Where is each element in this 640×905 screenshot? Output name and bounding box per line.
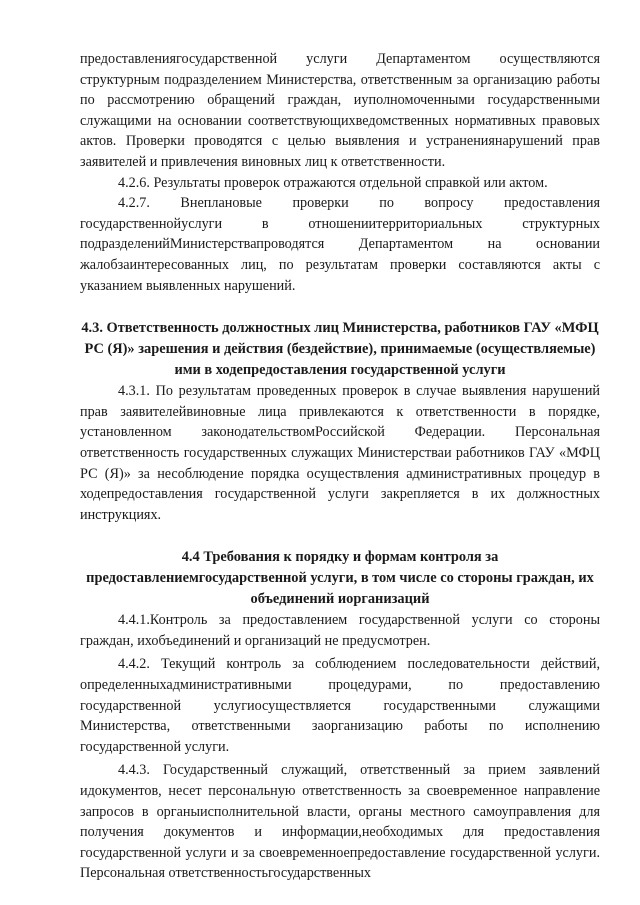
paragraph-intro: предоставлениягосударственной услуги Департаментом осуществляются структурным подразделением Министерства, ответственным за организацию работы по рассмотрению обращений граждан, иуполномоченными государственными служащими на основании соответствующихведомственных нормативных правовых актов. Проверки проводятся с целью выявления и устранениянарушений прав заявителей и привлечения виновных лиц к ответственности. [80,51,600,170]
paragraph-4-4-1: 4.4.1.Контроль за предоставлением государственной услуги со стороны граждан, ихобъединений и организаций не предусмотрен. [80,612,600,649]
paragraph-4-2-7: 4.2.7. Внеплановые проверки по вопросу предоставления государственнойуслуги в отношениитерриториальных структурных подразделенийМинистерствапроводятся Департаментом на основании жалобзаинтересованных лиц, по результатам проверки составляются акты с указанием выявленных нарушений. [80,195,600,294]
paragraph-4-4-2: 4.4.2. Текущий контроль за соблюдением последовательности действий, определенныхадминистративными процедурами, по предоставлению государственной услугиосуществляется государственными служащими Министерства, ответственными заорганизацию работы по исполнению государственной услуги. [80,656,600,755]
paragraph-4-2-6: 4.2.6. Результаты проверок отражаются отдельной справкой или актом. [118,174,548,191]
section-heading-4-4: 4.4 Требования к порядку и формам контроля за предоставлениемгосударственной услуги, в том числе со стороны граждан, их объединений иорганизаций [86,549,594,608]
paragraph-4-3-1: 4.3.1. По результатам проведенных проверок в случае выявления нарушений прав заявителейвиновные лица привлекаются к ответственности в порядке, установленном законодательствомРоссийской Федерации. Персональная ответственность государственных служащих Министерстваи работников ГАУ «МФЦ РС (Я)» за несоблюдение порядка осуществления административных процедур в ходепредоставления государственной услуги закрепляется в их должностных инструкциях. [80,383,600,523]
paragraph-4-4-3: 4.4.3. Государственный служащий, ответственный за прием заявлений идокументов, несет персональную ответственность за своевременное направление запросов в органыисполнительной власти, органы местного самоуправления для получения документов и информации,необходимых для предоставления государственной услуги и за своевременноепредоставление государственной услуги. Персональная ответственностьгосударственных [80,762,600,882]
document-page [80,49,600,884]
section-heading-4-3: 4.3. Ответственность должностных лиц Министерства, работников ГАУ «МФЦ РС (Я)» зарешения и действия (бездействие), принимаемые (осуществляемые) ими в ходепредоставления государственной услуги [81,320,599,379]
